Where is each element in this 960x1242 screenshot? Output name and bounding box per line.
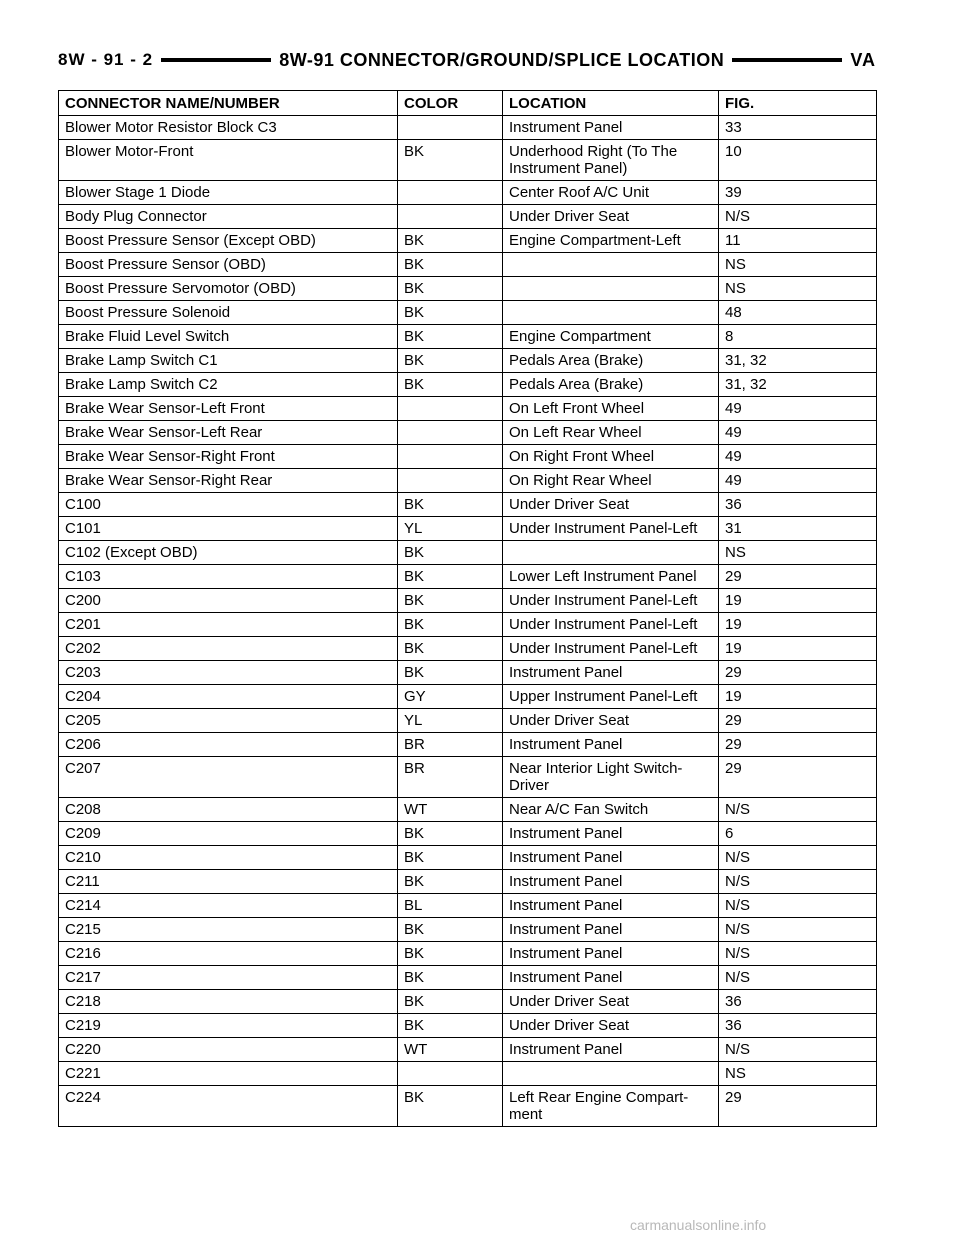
cell-color [398,181,503,205]
table-row [59,918,877,942]
cell-fig: 36 [719,990,877,1014]
cell-fig: N/S [719,918,877,942]
table-row [59,373,877,397]
table-row [59,541,877,565]
cell-color: BK [398,493,503,517]
table-row [59,661,877,685]
cell-color: BR [398,757,503,798]
cell-fig: NS [719,541,877,565]
table-row [59,229,877,253]
table-row [59,589,877,613]
table-row [59,870,877,894]
cell-connector-name: Brake Wear Sensor-Left Rear [59,421,398,445]
table-row [59,517,877,541]
column-header-location: LOCATION [503,91,719,116]
cell-connector-name: Brake Lamp Switch C1 [59,349,398,373]
cell-connector-name: C220 [59,1038,398,1062]
table-row [59,1086,877,1127]
cell-connector-name: Body Plug Connector [59,205,398,229]
column-header-color: COLOR [398,91,503,116]
table-row [59,709,877,733]
cell-color: BK [398,140,503,181]
cell-color: BK [398,589,503,613]
cell-fig: 49 [719,421,877,445]
cell-color: BK [398,1014,503,1038]
cell-color: BK [398,253,503,277]
cell-location: Under Instrument Panel-Left [503,613,719,637]
cell-fig: 10 [719,140,877,181]
cell-location: On Left Rear Wheel [503,421,719,445]
cell-connector-name: C202 [59,637,398,661]
cell-color: BK [398,349,503,373]
cell-location: Center Roof A/C Unit [503,181,719,205]
cell-fig: 29 [719,757,877,798]
table-row [59,349,877,373]
cell-fig: 36 [719,1014,877,1038]
table-row [59,1014,877,1038]
cell-location: On Right Front Wheel [503,445,719,469]
table-row [59,181,877,205]
cell-fig: 49 [719,469,877,493]
cell-connector-name: C218 [59,990,398,1014]
cell-location [503,301,719,325]
table-row [59,493,877,517]
cell-location [503,541,719,565]
cell-color: BK [398,822,503,846]
cell-color [398,205,503,229]
table-row [59,1062,877,1086]
cell-color: BK [398,277,503,301]
cell-color [398,1062,503,1086]
cell-connector-name: C206 [59,733,398,757]
cell-connector-name: Boost Pressure Sensor (OBD) [59,253,398,277]
cell-location: Pedals Area (Brake) [503,373,719,397]
cell-connector-name: Brake Wear Sensor-Right Rear [59,469,398,493]
table-row [59,469,877,493]
cell-location: Engine Compartment [503,325,719,349]
cell-fig: N/S [719,894,877,918]
table-row [59,325,877,349]
cell-color: GY [398,685,503,709]
cell-color [398,421,503,445]
cell-fig: 19 [719,637,877,661]
cell-location: Under Driver Seat [503,493,719,517]
cell-connector-name: Brake Wear Sensor-Right Front [59,445,398,469]
table-row [59,798,877,822]
cell-color: BK [398,942,503,966]
table-row [59,565,877,589]
cell-fig: 29 [719,709,877,733]
cell-fig: 19 [719,685,877,709]
table-row [59,205,877,229]
table-row [59,733,877,757]
cell-fig: N/S [719,205,877,229]
connector-location-table [58,90,877,1127]
cell-fig: 29 [719,565,877,589]
cell-connector-name: Blower Motor Resistor Block C3 [59,116,398,140]
cell-color: BK [398,301,503,325]
section-title: 8W-91 CONNECTOR/GROUND/SPLICE LOCATION [279,49,725,70]
table-row [59,990,877,1014]
table-row [59,445,877,469]
table-row [59,397,877,421]
cell-location: Instrument Panel [503,894,719,918]
cell-location: Instrument Panel [503,1038,719,1062]
cell-connector-name: C102 (Except OBD) [59,541,398,565]
table-row [59,253,877,277]
cell-location [503,253,719,277]
page-header [58,48,876,72]
table-row [59,894,877,918]
cell-fig: 31 [719,517,877,541]
cell-connector-name: C100 [59,493,398,517]
header-rule-right [732,58,842,62]
cell-connector-name: C208 [59,798,398,822]
cell-fig: 19 [719,613,877,637]
cell-connector-name: Boost Pressure Servomotor (OBD) [59,277,398,301]
cell-connector-name: C204 [59,685,398,709]
table-row [59,1038,877,1062]
cell-fig: 39 [719,181,877,205]
cell-color: BK [398,325,503,349]
cell-fig: 6 [719,822,877,846]
cell-connector-name: C209 [59,822,398,846]
cell-location: Instrument Panel [503,942,719,966]
cell-color: BK [398,1086,503,1127]
cell-connector-name: C217 [59,966,398,990]
cell-color [398,116,503,140]
cell-location: Instrument Panel [503,966,719,990]
table-row [59,846,877,870]
cell-connector-name: C214 [59,894,398,918]
cell-fig: 11 [719,229,877,253]
cell-location: On Right Rear Wheel [503,469,719,493]
cell-connector-name: C200 [59,589,398,613]
watermark: carmanualsonline.info [630,1217,767,1233]
cell-location: Pedals Area (Brake) [503,349,719,373]
cell-location: Under Instrument Panel-Left [503,589,719,613]
table-row [59,116,877,140]
cell-location: On Left Front Wheel [503,397,719,421]
cell-fig: 8 [719,325,877,349]
table-row [59,822,877,846]
cell-location: Under Driver Seat [503,1014,719,1038]
cell-color: WT [398,798,503,822]
cell-connector-name: C103 [59,565,398,589]
table-row [59,757,877,798]
cell-location: Near A/C Fan Switch [503,798,719,822]
cell-fig: 29 [719,661,877,685]
table-row [59,637,877,661]
page-number: 8W - 91 - 2 [58,50,154,69]
cell-connector-name: C224 [59,1086,398,1127]
cell-color: YL [398,517,503,541]
cell-connector-name: C201 [59,613,398,637]
cell-fig: NS [719,277,877,301]
cell-color: BK [398,373,503,397]
cell-location: Left Rear Engine Compart-ment [503,1086,719,1127]
cell-connector-name: Brake Fluid Level Switch [59,325,398,349]
cell-color: WT [398,1038,503,1062]
cell-location: Under Driver Seat [503,205,719,229]
cell-fig: NS [719,1062,877,1086]
cell-connector-name: Boost Pressure Sensor (Except OBD) [59,229,398,253]
table-row [59,301,877,325]
cell-location: Under Driver Seat [503,709,719,733]
column-header-connector-name: CONNECTOR NAME/NUMBER [59,91,398,116]
cell-color: BK [398,870,503,894]
cell-location: Under Driver Seat [503,990,719,1014]
cell-fig: 33 [719,116,877,140]
cell-color: BK [398,990,503,1014]
header-rule-left [161,58,271,62]
cell-fig: 31, 32 [719,349,877,373]
cell-location [503,1062,719,1086]
cell-color: BK [398,966,503,990]
cell-color [398,445,503,469]
cell-color: BK [398,229,503,253]
model-code: VA [850,49,877,70]
cell-fig: NS [719,253,877,277]
cell-location: Under Instrument Panel-Left [503,637,719,661]
cell-fig: 19 [719,589,877,613]
cell-fig: N/S [719,966,877,990]
cell-connector-name: C211 [59,870,398,894]
table-row [59,613,877,637]
cell-location: Underhood Right (To The Instrument Panel) [503,140,719,181]
cell-fig: 31, 32 [719,373,877,397]
cell-location: Instrument Panel [503,116,719,140]
cell-connector-name: C219 [59,1014,398,1038]
cell-color: BK [398,846,503,870]
table-row [59,140,877,181]
cell-color: YL [398,709,503,733]
table-row [59,685,877,709]
cell-connector-name: C216 [59,942,398,966]
cell-location: Instrument Panel [503,870,719,894]
cell-location: Engine Compartment-Left [503,229,719,253]
cell-color: BK [398,918,503,942]
cell-color [398,469,503,493]
cell-fig: 49 [719,445,877,469]
cell-fig: 48 [719,301,877,325]
table-row [59,421,877,445]
cell-connector-name: C101 [59,517,398,541]
cell-connector-name: Brake Lamp Switch C2 [59,373,398,397]
column-header-fig: FIG. [719,91,877,116]
table-row [59,966,877,990]
cell-connector-name: C210 [59,846,398,870]
cell-location: Lower Left Instrument Panel [503,565,719,589]
cell-location: Instrument Panel [503,918,719,942]
cell-location [503,277,719,301]
cell-fig: N/S [719,798,877,822]
cell-fig: 29 [719,1086,877,1127]
cell-color: BL [398,894,503,918]
cell-color: BK [398,541,503,565]
cell-connector-name: Brake Wear Sensor-Left Front [59,397,398,421]
cell-color: BK [398,661,503,685]
cell-location: Instrument Panel [503,661,719,685]
cell-connector-name: C203 [59,661,398,685]
cell-fig: N/S [719,870,877,894]
cell-location: Upper Instrument Panel-Left [503,685,719,709]
cell-fig: N/S [719,1038,877,1062]
cell-connector-name: Blower Stage 1 Diode [59,181,398,205]
cell-location: Near Interior Light Switch-Driver [503,757,719,798]
table-row [59,277,877,301]
cell-location: Instrument Panel [503,733,719,757]
cell-color: BK [398,565,503,589]
cell-fig: N/S [719,846,877,870]
cell-fig: 29 [719,733,877,757]
cell-location: Instrument Panel [503,846,719,870]
cell-color: BK [398,613,503,637]
cell-color [398,397,503,421]
cell-connector-name: C215 [59,918,398,942]
cell-connector-name: Blower Motor-Front [59,140,398,181]
cell-connector-name: C207 [59,757,398,798]
cell-location: Instrument Panel [503,822,719,846]
table-header-row [59,91,877,116]
cell-fig: 49 [719,397,877,421]
cell-connector-name: Boost Pressure Solenoid [59,301,398,325]
cell-location: Under Instrument Panel-Left [503,517,719,541]
cell-color: BK [398,637,503,661]
cell-fig: 36 [719,493,877,517]
cell-color: BR [398,733,503,757]
cell-connector-name: C205 [59,709,398,733]
cell-fig: N/S [719,942,877,966]
cell-connector-name: C221 [59,1062,398,1086]
table-row [59,942,877,966]
